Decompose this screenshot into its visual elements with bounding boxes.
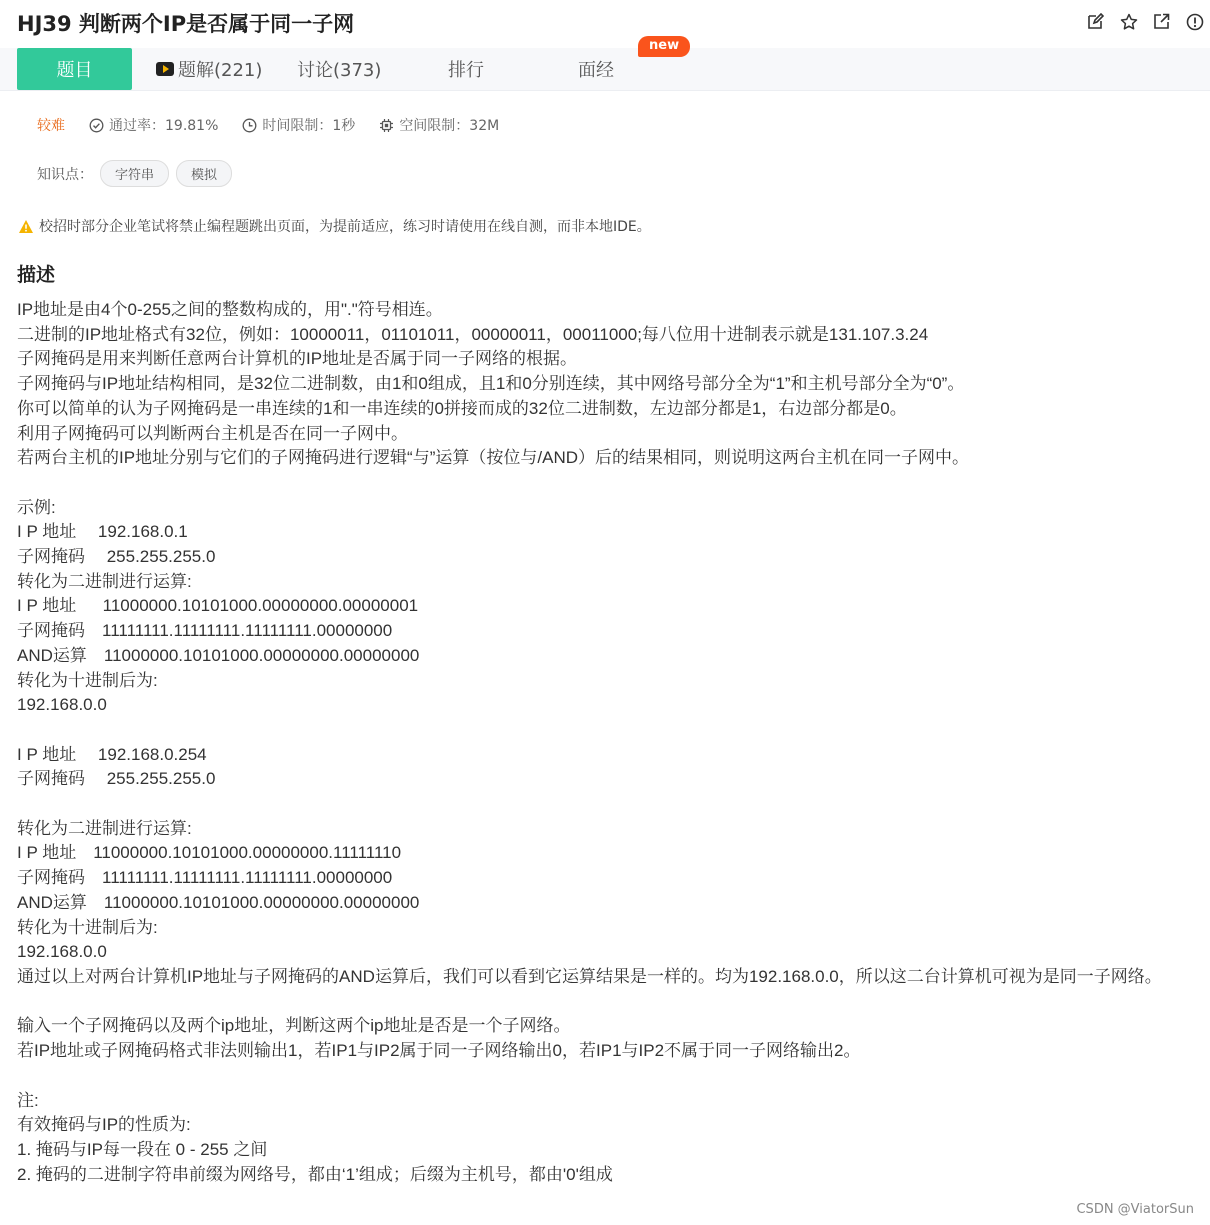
tab-bar (0, 48, 1210, 91)
clock-icon (242, 118, 257, 133)
tab-discussion[interactable] (297, 48, 381, 90)
difficulty-label: 较难 (37, 118, 65, 134)
warning-notice (18, 216, 651, 236)
description-body: IP地址是由4个0-255之间的整数构成的，用"."符号相连。 二进制的IP地址格式有32位，例如：10000011，01101011，00000011，00011000;每八位用十进制表示就是131.107.3.24 子网掩码是用来判断任意两台计算机的IP地址是否属于同一子网络的根据。 子网掩码与IP地址结构相同，是32位二进制数，由1和0组成，且1和0分别连续，其中网络号部分全为“1”和主机号部分全为“0”。 你可以简单的认为子网掩码是一串连续的1和一串连续的0拼接而成的32位二进制数，左边部分都是1，右边部分都是0。 利用子网掩码可以判断两台主机是否在同一子网中。 若两台主机的IP地址分别与它们的子网掩码进行逻辑“与”运算（按位与/AND）后的结果相同，则说明这两台主机在同一子网中。 示例: I P 地址 192.168.0.1 子网掩码 255.255.255.0 转化为二进制进行运算: I P 地址 11000000.10101000.00000000.00000001 子网掩码 11111111.11111111.11111111.00000000 AND运算 11000000.10101000.00000000.00000000 转化为十进制后为: 192.168.0.0 I P 地址 192.168.0.254 子网掩码 255.255.255.0 转化为二进制进行运算: I P 地址 11000000.10101000.00000000.11111110 子网掩码 11111111.11111111.11111111.00000000 AND运算 11000000.10101000.00000000.00000000 转化为十进制后为: 192.168.0.0 通过以上对两台计算机IP地址与子网掩码的AND运算后，我们可以看到它运算结果是一样的。均为192.168.0.0，所以这二台计算机可视为是同一子网络。 输入一个子网掩码以及两个ip地址，判断这两个ip地址是否是一个子网络。 若IP地址或子网掩码格式非法则输出1，若IP1与IP2属于同一子网络输出0，若IP1与IP2不属于同一子网络输出2。 注: 有效掩码与IP的性质为: 1. 掩码与IP每一段在 0 - 255 之间 2. 掩码的二进制字符串前缀为网络号，都由‘1’组成；后缀为主机号，都由'0'组成 (17, 300, 1162, 1184)
tag-simulation[interactable]: 模拟 (176, 160, 232, 187)
problem-title: HJ39 判断两个IP是否属于同一子网 (17, 12, 355, 36)
tab-interview-label: 面经 (578, 60, 614, 81)
watermark: CSDN @ViatorSun (1076, 1202, 1194, 1217)
pass-rate (89, 115, 218, 135)
tab-interview[interactable] (578, 48, 614, 90)
knowledge-points (37, 160, 232, 187)
edit-icon[interactable] (1086, 12, 1105, 31)
memory-limit (379, 115, 499, 135)
problem-meta (37, 114, 523, 136)
tag-string[interactable]: 字符串 (100, 160, 169, 187)
video-icon (156, 62, 174, 76)
time-limit-text: 时间限制：1秒 (262, 118, 356, 134)
memory-limit-text: 空间限制：32M (399, 118, 500, 134)
header-actions (1086, 12, 1204, 31)
pass-rate-text: 通过率：19.81% (109, 118, 219, 134)
star-icon[interactable] (1119, 12, 1138, 31)
warning-icon (18, 219, 34, 234)
knowledge-label: 知识点： (37, 166, 93, 183)
check-circle-icon (89, 118, 104, 133)
tab-problem[interactable] (17, 48, 132, 90)
report-icon[interactable] (1185, 12, 1204, 31)
chip-icon (379, 118, 394, 133)
share-icon[interactable] (1152, 12, 1171, 31)
description-heading: 描述 (17, 264, 56, 286)
tab-ranking-label: 排行 (448, 60, 484, 81)
new-badge: new (638, 36, 690, 57)
warning-text: 校招时部分企业笔试将禁止编程题跳出页面，为提前适应，练习时请使用在线自测，而非本地IDE。 (39, 219, 651, 235)
time-limit (242, 115, 355, 135)
tab-solutions-label: 题解(221) (178, 60, 263, 81)
tab-discussion-label: 讨论(373) (297, 60, 382, 81)
tab-ranking[interactable] (448, 48, 484, 90)
tab-problem-label: 题目 (56, 60, 93, 81)
title-bar (17, 8, 354, 38)
tab-solutions[interactable] (156, 48, 262, 90)
